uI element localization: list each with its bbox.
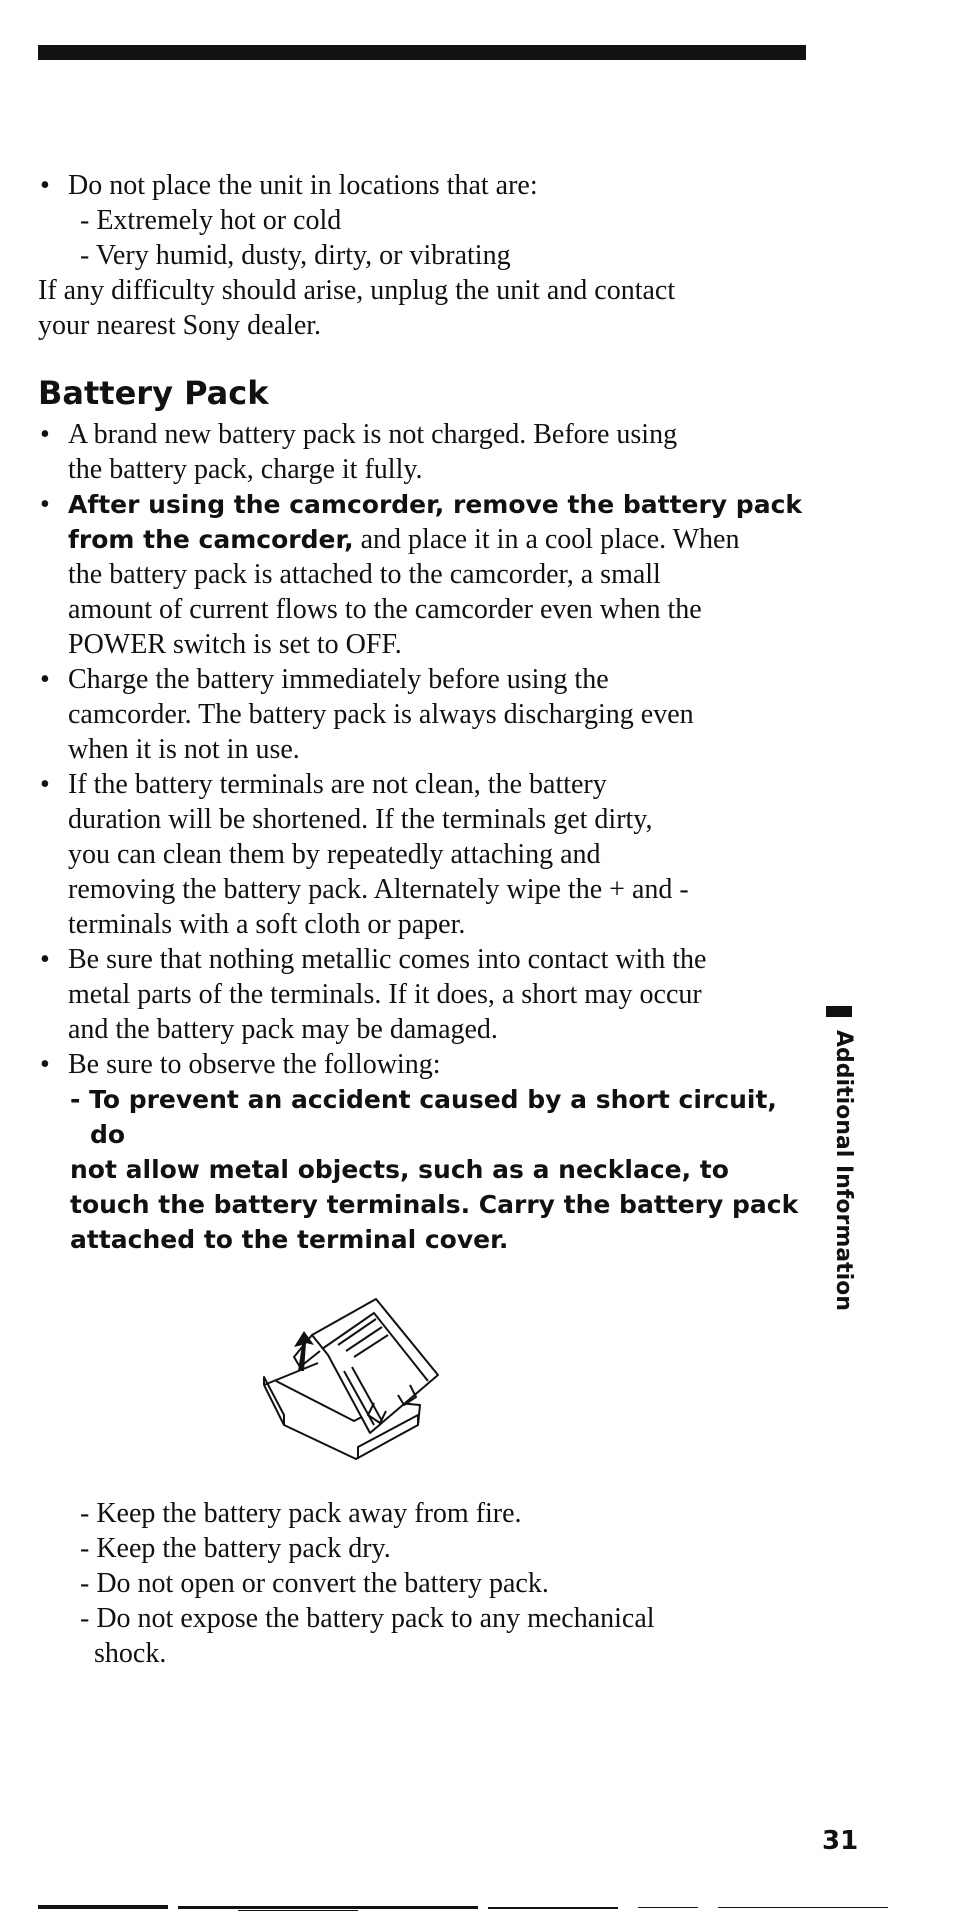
item-line [68, 522, 818, 557]
item-line: • Be sure to observe the following: [68, 1049, 441, 1080]
item-line: metal parts of the terminals. If it does, a short may occur [68, 979, 702, 1010]
page-body [38, 168, 818, 1671]
item-line: you can clean them by repeatedly attaching and [68, 839, 601, 870]
battery-terminal-cover-illustration [258, 1275, 458, 1465]
section-heading: Battery Pack [38, 374, 269, 412]
sub-item: shock. [94, 1638, 167, 1669]
item-line: • A brand new battery pack is not charged. Before using [68, 419, 678, 450]
item-line: POWER switch is set to OFF. [68, 629, 402, 660]
top-rule [38, 45, 806, 60]
item-line: • Be sure that nothing metallic comes into contact with the [68, 944, 707, 975]
page-number: 31 [822, 1826, 859, 1856]
item-line: removing the battery pack. Alternately wipe the + and - [68, 874, 689, 905]
list-item [38, 487, 818, 662]
sub-item: - Extremely hot or cold [80, 205, 342, 236]
side-tab-marker [826, 1006, 852, 1017]
bottom-rule [38, 1904, 898, 1912]
paragraph-line: your nearest Sony dealer. [38, 310, 322, 341]
item-line: the battery pack, charge it fully. [68, 454, 423, 485]
list-item [38, 1047, 818, 1082]
warning-line: - To prevent an accident caused by a short circuit, do [70, 1085, 777, 1149]
item-line: and the battery pack may be damaged. [68, 1014, 498, 1045]
side-tab-label: Additional Information [831, 1030, 856, 1311]
side-tab [822, 1030, 862, 1350]
warning-line: attached to the terminal cover. [70, 1225, 509, 1254]
list-item [38, 662, 818, 767]
item-line: • If the battery terminals are not clean, the battery [68, 769, 607, 800]
item-line: duration will be shortened. If the terminals get dirty, [68, 804, 653, 835]
item-line-bold: • After using the camcorder, remove the battery pack [68, 490, 803, 519]
paragraph-line: If any difficulty should arise, unplug the unit and contact [38, 275, 676, 306]
item-text: Do not place the unit in locations that are: [68, 170, 538, 201]
warning-block [38, 1082, 818, 1257]
item-line: • Charge the battery immediately before using the [68, 664, 609, 695]
item-line: when it is not in use. [68, 734, 300, 765]
sub-item: - Do not open or convert the battery pack. [80, 1568, 549, 1599]
sub-item: - Keep the battery pack away from fire. [80, 1498, 522, 1529]
sub-item: - Very humid, dusty, dirty, or vibrating [80, 240, 511, 271]
bold-phrase: from the camcorder, [68, 525, 354, 554]
list-item [38, 942, 818, 1047]
item-line: terminals with a soft cloth or paper. [68, 909, 466, 940]
item-text: and place it in a cool place. When [353, 524, 740, 555]
warning-line: touch the battery terminals. Carry the battery pack [70, 1190, 799, 1219]
item-line: camcorder. The battery pack is always discharging even [68, 699, 694, 730]
sub-item: - Keep the battery pack dry. [80, 1533, 391, 1564]
sub-item: - Do not expose the battery pack to any mechanical [80, 1603, 655, 1634]
warning-line: not allow metal objects, such as a necklace, to [70, 1155, 729, 1184]
item-line: amount of current flows to the camcorder even when the [68, 594, 702, 625]
item-line: the battery pack is attached to the camcorder, a small [68, 559, 661, 590]
list-item [38, 168, 818, 203]
list-item [38, 767, 818, 942]
list-item [38, 417, 818, 487]
